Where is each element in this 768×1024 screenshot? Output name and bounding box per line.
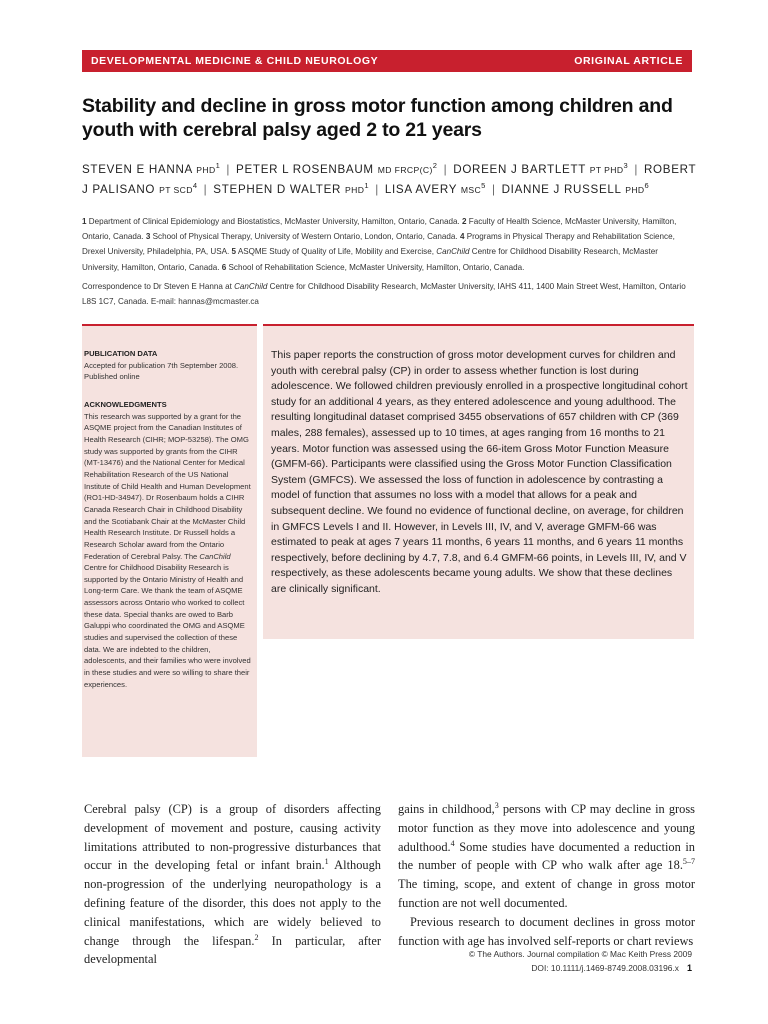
article-type: ORIGINAL ARTICLE	[574, 55, 683, 67]
citation-mark: 5–7	[682, 857, 695, 867]
publication-online: Published online	[84, 372, 140, 382]
author-degree: PT SCD	[159, 185, 193, 195]
article-title: Stability and decline in gross motor function among children and youth with cerebral palsy aged 2 to 21 years	[82, 95, 673, 141]
author-name: ROBERT J PALISANO	[82, 163, 697, 196]
copyright-line: © The Authors. Journal compilation © Mac Keith Press 2009	[468, 949, 692, 959]
author-affiliation-mark: 6	[644, 181, 650, 191]
affiliation-text: School of Rehabilitation Science, McMaster University, Hamilton, Ontario, Canada.	[228, 262, 525, 272]
body-paragraph	[398, 800, 695, 913]
body-text: gains in childhood,	[398, 802, 495, 816]
body-paragraph: Previous research to document declines in gross motor function with age has involved self-reports or chart reviews	[398, 914, 695, 948]
author-affiliation-mark: 5	[481, 181, 487, 191]
affiliation-text: Centre for Childhood Disability Research, McMaster University, Hamilton, Ontario, Canada.	[82, 247, 658, 272]
body-text: Some studies have documented a reduction in the number of people with CP who walk after age 18.	[398, 839, 695, 873]
affiliations	[82, 214, 694, 275]
citation-mark: 2	[254, 932, 259, 942]
journal-banner	[82, 50, 692, 72]
author-name: DOREEN J BARTLETT	[453, 163, 586, 176]
author-degree: PHD	[345, 185, 365, 195]
author-degree: PHD	[196, 165, 216, 175]
doi-line: DOI: 10.1111/j.1469-8749.2008.03196.x	[531, 963, 679, 973]
author-affiliation-mark: 3	[623, 161, 629, 171]
acknowledgments	[84, 399, 254, 690]
affiliation-text-italic: CanChild	[436, 247, 470, 257]
page-number: 1	[686, 963, 692, 973]
author-affiliation-mark: 4	[192, 181, 198, 191]
affiliation-number: 3	[145, 232, 151, 242]
journal-name: DEVELOPMENTAL MEDICINE & CHILD NEUROLOGY	[91, 55, 379, 67]
author-degree: PHD	[625, 185, 645, 195]
citation-mark: 4	[450, 838, 455, 848]
acknowledgments-heading: ACKNOWLEDGMENTS	[84, 399, 167, 409]
sidebar-panel	[82, 326, 257, 757]
affiliation-text: ASQME Study of Quality of Life, Mobility and Exercise,	[237, 247, 434, 257]
body-column-left	[84, 800, 381, 969]
abstract-box	[263, 324, 694, 639]
author-degree: PT PHD	[589, 165, 624, 175]
body-text: persons with CP may decline in gross motor function as they move into adolescence and young adulthood.	[398, 802, 695, 854]
body-text: The timing, scope, and extent of change in gross motor function are not well documented.	[398, 877, 695, 910]
acknowledgments-italic: CanChild	[199, 551, 231, 561]
affiliation-number: 2	[461, 217, 467, 226]
author-name: PETER L ROSENBAUM	[236, 163, 374, 176]
author-list: STEVEN E HANNA PHD$^1$ | PETER L ROSENBAUM MD $FRCP(C)^2$ | DOREEN J BARTLETT PT PHD$^3$ | ROBERT J PALISANO PT SCD$^4$ | STEPHEN D WALTER PHD$^1$ | LISA AVERY MSC$^5$ | DIANNE J RUSSELL PHD$^6$	[82, 161, 697, 196]
correspondence-text: Centre for Childhood Disability Research, McMaster University, IAHS 411, 1400 Main Street West, Hamilton, Ontario L8S 1C7, Canada. E-mail: hannas@mcmaster.ca	[82, 282, 686, 307]
citation-mark: 1	[324, 857, 329, 867]
author-degree: MSC	[460, 185, 482, 195]
author-name: DIANNE J RUSSELL	[501, 183, 622, 196]
affiliation-text: Programs in Physical Therapy and Rehabilitation Science, Drexel University, Philadelphia, PA, USA.	[82, 232, 675, 257]
author-degree: MD FRCP(C)	[377, 165, 433, 175]
publication-data-heading: PUBLICATION DATA	[84, 349, 158, 358]
page-footer	[469, 947, 692, 975]
body-paragraph	[84, 800, 381, 969]
author-affiliation-mark: 2	[432, 161, 438, 171]
body-column-right	[398, 800, 695, 950]
affiliation-text: School of Physical Therapy, University of Western Ontario, London, Ontario, Canada.	[152, 232, 458, 242]
correspondence	[82, 279, 694, 309]
body-text: In particular, after developmental	[84, 933, 381, 967]
publication-accepted: Accepted for publication 7th September 2008.	[84, 360, 239, 370]
affiliation-number: 4	[459, 232, 465, 242]
publication-data	[84, 348, 254, 383]
body-text: Cerebral palsy (CP) is a group of disorders affecting development of movement and posture, causing activity limitations attributed to non-progressive disturbances that occur in the developing fetal or infant brain.	[84, 802, 381, 873]
correspondence-text: Correspondence to Dr Steven E Hanna at	[82, 282, 232, 291]
affiliation-number: 6	[221, 262, 227, 272]
author-name: STEVEN E HANNA	[82, 163, 193, 176]
author-name: LISA AVERY	[384, 183, 457, 196]
acknowledgments-text: This research was supported by a grant for the ASQME project from the Canadian Institutes of Health Research (CIHR; MOP-53258). The OMG study was supported by grants from the CIHR (MT-13476) and the National Center for Medical Rehabilitation Research of the US National Institute of Child Health and Human Development (RO1-HD-34947). Dr Rosenbaum holds a CIHR Canada Research Chair in Childhood Disability and the Scotiabank Chair at the McMaster Child Health Research Institute. Dr Russell holds a Research Scholar award from the Ontario Federation of Cerebral Palsy. The	[84, 411, 251, 561]
author-name: STEPHEN D WALTER	[213, 183, 342, 196]
correspondence-italic: CanChild	[234, 282, 268, 291]
acknowledgments-text: Centre for Childhood Disability Research is supported by the Ontario Ministry of Health and Long-term Care. We thank the team of ASQME assessors across Ontario who worked to collect these data. Special thanks are owed to Barb Galuppi who coordinated the OMG and ASQME studies and supervised the collection of these data. We are indebted to the children, adolescents, and their families who were involved in these studies and were so willing to share their experiences.	[84, 563, 251, 689]
author-affiliation-mark: 1	[364, 181, 370, 191]
author-affiliation-mark: 1	[215, 161, 221, 171]
affiliation-number: 5	[231, 247, 237, 257]
affiliation-text: Faculty of Health Science, McMaster University, Hamilton, Ontario, Canada.	[82, 217, 677, 242]
affiliation-text: Department of Clinical Epidemiology and Biostatistics, McMaster University, Hamilton, Ontario, Canada.	[88, 217, 460, 226]
citation-mark: 3	[494, 800, 499, 810]
abstract-text: This paper reports the construction of gross motor development curves for children and youth with cerebral palsy (CP) in order to assess whether function is lost during adolescence. We followed children previously enrolled in a prospective longitudinal cohort study for an additional 4 years, as they entered adolescence and young adulthood. The resulting longitudinal dataset comprised 3455 observations of 657 children with CP (369 males, 288 females), assessed up to 10 times, at ages ranging from 16 months to 21 years. Motor function was assessed using the 66-item Gross Motor Function Measure (GMFM-66). Participants were classified using the Gross Motor Function Classification System (GMFCS). We assessed the loss of function in adolescence by contrasting a model of function that assumes no loss with a model that allows for a peak and subsequent decline. We found no evidence of functional decline, on average, for children in GMFCS Levels I and II. However, in Levels III, IV, and V, average GMFM-66 was estimated to peak at ages 7 years 11 months, 6 years 11 months, and 6 years 11 months respectively, before declining by 4.7, 7.8, and 6.4 GMFM-66 points, in Levels III, IV, and V respectively, as these adolescents became young adults. We show that these declines are clinically significant.	[271, 349, 688, 595]
affiliation-number: 1	[82, 217, 87, 226]
body-text: Although non-progression of the underlying neuropathology is a defining feature of the disorder, this does not apply to the clinical manifestations, which are widely believed to change through the lifespan.	[84, 858, 381, 948]
